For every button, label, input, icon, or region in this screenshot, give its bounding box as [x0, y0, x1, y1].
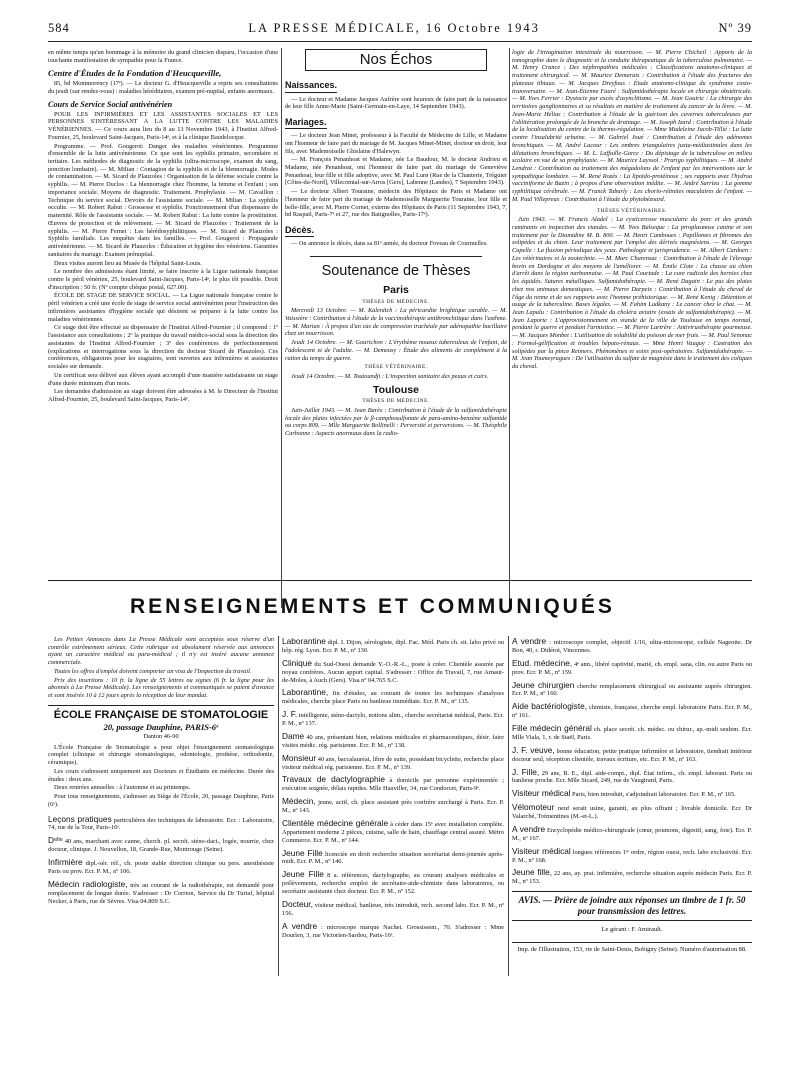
ads-column-middle: [282, 636, 504, 976]
classified-ad: Leçons pratiques particulières des techniques de laboratoire. Ecr. : Laboratoire, 74, rue de la Tour, Paris-16ᵉ.: [48, 813, 274, 832]
paragraph: Deux visites auront lieu au Musée de l'hôpital Saint-Louis.: [54, 259, 202, 267]
paragraph: logie de l'invagination intestinale du nourrisson. — M. Pierre Chicheil : Apports de la tomographie dans le diagnostic et la conduite thérapeutique de la tuberculose pulmonaire. — M. Henry Crance : Des néphropathies médicales : Classifications anatomo-cliniques et traitement chirurgical. — M. Maurice Demarais : Contribution à l'étude des fractures des plateaux tibiaux. — M. Jacques Dreyfous : Étude anatomo-clinique du syndrome costo-transversaire. — M. Jean-Étienne Fauré : Sulfamidothérapie locale en chirurgie obstétricale. — M. Yves Ferrier : Dystocie par excès d'asynclitisme. — M. Jean Gouiric : La chirurgie des territoires ganglionnaires et sa résultats en matière de traitement du cancer de la lèvre. — M. Jean-Marie Hélias : Contribution à l'étude de la guérison des cavernes tuberculeuses par l'oblitération prolongée de la bronche de drainage. — M. Joseph Izard : Contribution à l'étude de la localisation du centre de la thermo-régulation. — Mme Madeleine Jacob-Tillié : La lutte contre l'insalubrité urbaine. — M. Gabriel Joué : Contribution à l'étude des adénomes bronchiques. — M. André Lacour : Les ombres triangulaires juxta-médiastinales dans les dilatations bronchiques. — M. L. Laffaille-Gorce : Du dépistage de la tuberculose en milieu scolaire en vue de sa prophylaxie. — M. Maurice Layssol : Prurigo syphilitiques. — M. André Lendrat : Contribution au traitement des mégadolons de l'enfant par les interventions sur le sympathique lombaire. — M. René Rozès : La lipoïdo-protéinose ; ses rapports avec l'hydroa vacciniforme de Bazin ; à propos d'une observation inédite. — M. André Sarrieu : La gomme syphilitique cérébrale. — M. Franck Tabarly : Les chorio-rétinites maculaires de l'enfant. — M. Paul Villepreux : Contribution à l'étude du phytobézoard.: [512, 49, 752, 203]
section-heading: Cours de Service Social antivénérien: [48, 99, 173, 109]
paragraph: Deux rentrées annuelles : à l'automne et au printemps.: [54, 784, 191, 792]
paragraph: Jeudi 14 Octobre. — M. Toutoundji : L'inspection sanitaire des peaux et cuirs.: [291, 372, 489, 380]
paragraph: en même temps qu'un hommage à la mémoire du grand clinicien disparu, l'occasion d'une touchante manifestation de sympathie pour la France.: [48, 49, 278, 64]
paragraph: Mercredi 13 Octobre. — M. Kalenitch : La péricardite brightique curable. — M. Vaissière : Contribution à l'étude de la vaccinothérapie antibronchitique dans l'asthme. — M. Marian : À propos d'un cas de compression trachéale par adénopathie bacillaire chez un nourrisson.: [285, 307, 507, 338]
paragraph: Pour tous renseignements, s'adresser au Siège de l'École, 20, passage Dauphine, Paris (6ᵉ).: [48, 793, 274, 808]
column-middle: [285, 49, 507, 609]
ads-intro: Les Petites Annonces dans La Presse Médicale sont acceptées sous réserve d'un contrôle extrêmement sérieux. Cette rubrique est absolument réservée aux annonces ayant un caractère médical ou para-médical ; il n'y est inséré aucune annonce commerciale.: [48, 636, 274, 667]
classified-ad: Jeune Fille 8 a. références, dactylographe, au courant analyses médicales et prélèvements, recherche emploi de secrétaire-aide-chimiste dans laboratoires, ou secrétaire assistante chez docteur. Ecr. P. M., nº 152.: [282, 869, 504, 895]
classified-ad: Fille médecin général ch. place secrét. ch. médec. ou chirur., ap.-midi seulem. Ecr. Mlle Viala, 1, r. de Staël, Paris.: [512, 723, 752, 741]
theses-title: Soutenance de Thèses: [321, 262, 471, 279]
classified-ad: Etud. médecine, 4ᵉ ann., libéré captivité, marié, ch. empl. sana, clin. ou autre Paris ou prov. Ecr. P. M., nº 159.: [512, 657, 752, 676]
column-divider: [508, 636, 509, 976]
classified-ad: Jeune fille, 22 ans, ay. prat. infirmière, recherche situation auprès médecin Paris. Ecr. P. M., nº 153.: [512, 867, 752, 886]
paragraph: 85, bd Montmorency (17ᵉ). — Le docteur G. d'Heucqueville a repris ses consultations du jeudi (sur rendez-vous) : maladies héréditaires, examen pré-nuptial, enfants anormaux.: [48, 80, 278, 95]
paragraph: — Le docteur Albert Touraine, médecin des Hôpitaux de Paris et Madame ont l'honneur de faire part du mariage de Mademoiselle Marguerite Touraine, leur fille et belle-fille, avec M. Pierre Cornet, externe des Hôpitaux de Paris (11 Septembre 1943, 7, bd Raspail, Paris-7ᵉ et 27, rue des Batignolles, Paris-17ᵉ).: [285, 188, 507, 219]
births-heading: Naissances.: [285, 80, 337, 92]
paragraph: Les demandes d'admission au stage doivent être adressées à M. le Directeur de l'Institut Alfred-Fournier, 25, boulevard Saint-Jacques, Paris-14ᵉ.: [48, 388, 278, 404]
paragraph: — Le docteur Jean Minet, professeur à la Faculté de Médecine de Lille, et Madame ont l'honneur de faire part du mariage de M. Jacques Minet-Minet, docteur en droit, leur fils, avec Mademoiselle Ghislaine d'Halewyn.: [285, 132, 507, 155]
school-phone: Danton 46-90: [143, 732, 179, 740]
paragraph: Programme. — Prof. Gougerot: Danger des maladies vénériennes. Programme d'ensemble de la lutte antivénérienne. Ce que sont les syphilis primaire, secondaire et tertiaire. Les méthodes de diagnostic de la syphilis (ultra-microscope, examen du sang, ponction lombaire). — M. Milian : Contagion de la syphilis et de la blennorragie. Modes de contamination. — M. Sicard de Plauzoles : Organisation de la défense sociale contre la syphilis. — M. Pierre Duclos : La blennorragie chez l'homme, la femme et l'enfant ; son importance sociale. Moyens de diagnostic. Traitement. Prophylaxie. — M. Cavaillon : Technique du service social. Devoirs de l'assistante sociale. — M. Milian : La syphilis occulte. — M. Robert Rabut : Grossesse et syphilis. Fonctionnement d'un dispensaire de maternité. Rôle de l'assistante sociale. — M. Robert Rabut : La lutte contre la prostitution. Œuvres de protection et de relèvement. — M. Sicard de Plauzoles : Traitement de la syphilis. — M. Pierre Fernet : Les hérédosyphilitiques. — M. Sicard de Plauzoles : Syphilis familiale. Les enquêtes dans les familles. — Prof. Gougerot : Propagande antivénérienne. — M. Sicard de Plauzoles : Éducation et hygiène des vénériens. Garanties sanitaires du mariage. Examen prénuptial.: [48, 142, 278, 258]
paragraph: Les cours s'adressent uniquement aux Docteurs et Étudiants en médecine. Durée des études : deux ans.: [48, 767, 274, 783]
classified-ad: Travaux de dactylographie à domicile par personne expérimentée ; exécution soignée, délais rapides. Mlle Hauviller, 34, rue Condorcet, Paris-9ᵉ.: [282, 774, 504, 793]
ads-intro: Toutes les offres d'emploi doivent comporter un visa de l'Inspection du travail.: [54, 667, 252, 675]
paragraph: Le nombre des admissions étant limité, se faire inscrire à la Ligue nationale française contre le péril vénérien, 25, boulevard Saint-Jacques, Paris-14ᵉ, le plus tôt possible. Droit d'inscription : 50 fr. (Nº compte chèque postal, 627.00).: [48, 268, 278, 291]
ads-column-left: [48, 636, 274, 976]
paragraph: Ce stage doit être effectué au dispensaire de l'Institut Alfred-Fournier ; il comprend : 1º l'assistance aux consultations ; 2º la pratique du travail médico-social sous la direction des assistantes de l'Institut Alfred-Fournier ; 3º des conférences de perfectionnement (explications et interrogations sous la direction du docteur Sicard de Plauzoles). Ces conférences, obligatoires pour les stagiaires, sont ouvertes aux infirmières et assistantes sociales sur demande.: [48, 324, 278, 371]
column-left: [48, 49, 278, 609]
classified-ad: Infirmière dipl.-sér. réf., ch. poste stable direction clinique ou pers. anesthésiste Paris ou prov. Ecr. P. M., nº 106.: [48, 857, 274, 875]
classified-ad: J. F. intelligente, sténo-dactylo, notions alim., cherche secrétariat médical, Paris. Ecr. P. M., nº 137.: [282, 709, 504, 727]
classified-ad: A vendre Encyclopédie médico-chirurgicale (cœur, poumons, digestif, sang, foie). Ecr. P. M., nº 167.: [512, 823, 752, 842]
paragraph: — M. François Penanhoat et Madame, née Le Baudour, M. le docteur Andrieu et Madame, née Penanhoat, ont l'honneur de faire part du mariage de Geneviève Penanhoat, leur fille et fille adoptive, avec M. Paul Lurø (Rue de la Chanterie, Tréguier [Côtes-du-Nord], Villecomtal-sur-Arros [Gers], Labenne (Landes), 7 Septembre 1943).: [285, 156, 507, 187]
classified-ad: A vendre : microscope complet, objectif 1/16, ultra-microscope, cellule Nageotte. Dr Bon, 40, r. Didérot, Vincennes.: [512, 636, 752, 654]
classified-ad: A vendre : microscope marque Nachet. Grossissem., 70. S'adresser : Mme Dourlen, 3, rue Victorien-Sardou, Paris-16ᵉ.: [282, 920, 504, 939]
notice-box: AVIS. — Prière de joindre aux réponses un timbre de 1 fr. 50 pour transmission des lettres.: [512, 891, 752, 921]
classified-ad: Docteur, visiteur médical, banlieue, très introduit, rech. second labo. Ecr. P. M., nº 156.: [282, 898, 504, 917]
column-divider: [509, 48, 510, 608]
classified-ad: Clientèle médecine générale à céder dans 15ᵉ avec installation complète. Appartement moderne 2 pièces, cuisine, salle de bain, chauffage central assuré. Métro Commerce. Ecr. P. M., nº 144.: [282, 817, 504, 844]
issue-number: Nº 39: [718, 20, 752, 35]
page-header: [48, 16, 752, 42]
journal-title: LA PRESSE MÉDICALE, 16 Octobre 1943: [248, 20, 540, 35]
classified-ad: Laborantine dipl. I. Dijon, sérologiste, dipl. Fac. Méd. Paris ch. sit. labo privé ou hôp. rég. Lyon. Ecr. P. M., nº 130.: [282, 636, 504, 654]
city-heading: Paris: [383, 283, 409, 296]
classified-ad: J. Fille, 29 ans, B. E., dipl. aide-compt., dipl. État infirm., ch. empl. laborant. Paris ou banlieue proche. Ecr. Mlle Sicard, 249, rue de Vaugirard, Paris.: [512, 766, 752, 785]
classified-ad: Jeune Fille licenciée en droit recherche situation secrétariat demi-journée après-midi. Ecr. P. M., nº 146.: [282, 847, 504, 866]
subheading: THÈSES DE MÉDECINE.: [362, 298, 430, 305]
column-right: [512, 49, 752, 609]
paragraph: — Le docteur et Madame Jacques Aufrère sont heureux de faire part de la naissance de leur fille Anne-Marie (Saint-Germain-en-Laye, 14 Septembre 1943).: [285, 95, 507, 111]
manager-line: Le gérant : F. Amirault.: [601, 926, 663, 934]
echos-title: Nos Échos: [305, 49, 487, 71]
paragraph: POUR LES INFIRMIÈRES ET LES ASSISTANTES SOCIALES ET LES PERSONNES S'INTÉRESSANT A LA LUTTE CONTRE LES MALADIES VÉNÉRIENNES. — Ce cours aura lieu du 8 au 13 Novembre 1943, à l'Institut Alfred-Fournier, 25, boulevard Saint-Jacques, Paris-14ᵉ, et à la clinique Baudelocque.: [48, 110, 278, 141]
classified-ad: Clinique du Sud-Ouest demande Y.-O.-R.-L., poste à créer. Clientèle assurée par noyau confrères. Aucun apport capital. S'adresser : Office du Travail, 7, rue Arnaut-de-Moles, à Auch (Gers). Visa nº 04.765 S.C.: [282, 657, 504, 684]
paragraph: L'École Française de Stomatologie a pour objet l'enseignement stomatologique complet (clinique et chirurgie stomatologique, odontologie, prothèse, orthodontie, céramique).: [48, 743, 274, 767]
classified-ad: Aide bactériologiste, chimiste, française, cherche empl. laboratoire Paris. Ecr. P. M., nº 161.: [512, 701, 752, 720]
classified-ad: Dᵉˡˡᵉ 40 ans, marchant avec canne, cherch. pl. secrét. sténo-dact., logée, nourrie, chez docteur, clinique. J. Nouvellon, 18, Grande-Rue, Montrouge (Seine).: [48, 835, 274, 854]
section-rule: [48, 580, 752, 581]
classified-ad: Jeune chirurgien cherche remplacement chirurgical ou assistante auprès chirurgien. Ecr. P. M., nº 160.: [512, 679, 752, 698]
classified-ad: Vélomoteur neuf serait usine, garanti, au plus offrant ; livrable domicile. Ecr. Dr Valarché, Trémentines (M.-et-L.).: [512, 802, 752, 820]
classified-ad: Laborantine, fin d'études, au courant de toutes les techniques d'analyses médicales, cherche place Paris ou banlieue immédiate. Ecr. P. M., nº 135.: [282, 687, 504, 706]
page-number: 584: [48, 20, 70, 35]
paragraph: Un certificat sera délivré aux élèves ayant accompli d'une manière satisfaisante un stage d'une durée minimum d'un mois.: [48, 371, 278, 387]
column-divider: [278, 636, 279, 976]
marriages-heading: Mariages.: [285, 117, 327, 129]
classified-ad: Monsieur 40 ans, baccalauréat, libre de suite, possédant bicyclette, recherche place visiteur médical rég. parisienne. Ecr. P. M., nº 139.: [282, 752, 504, 771]
section-title: RENSEIGNEMENTS ET COMMUNIQUÉS: [130, 595, 615, 618]
subheading: THÈSES DE MÉDECINE.: [362, 398, 430, 405]
classified-ad: J. F. veuve, bonne éducation, petite pratique infirmière et laboratoire, tiendrait intérieur docteur seul, réception clientèle, travaux écriture, etc. Ecr. P. M., nº 163.: [512, 744, 752, 763]
classified-ad: Dame 40 ans, présentant bien, relations médicales et pharmaceutiques, désir. faire visites médic. rég. parisienne. Ecr. P. M., nº 138.: [282, 730, 504, 749]
printer-imprint: Imp. de l'Illustration, 153, rte de Saint-Denis, Bobigny (Seine). Numéro d'autorisation 88.: [512, 942, 752, 954]
school-address: 20, passage Dauphine, PARIS-6ᵉ: [103, 722, 219, 733]
subheading: THÈSES VÉTÉRINAIRES.: [597, 207, 667, 214]
divider: [310, 256, 482, 257]
paragraph: — On annonce le décès, dans sa 81ᵉ année, du docteur Foveau de Courmelles.: [291, 240, 488, 248]
deaths-heading: Décès.: [285, 225, 314, 237]
ads-intro: Prix des insertions : 10 fr. la ligne de 55 lettres ou signes (6 fr. la ligne pour les abonnés à La Presse Médicale). Les renseignements et communiqués se paient d'avance et sont insérés 10 à 12 jours après la réception de leur mandat.: [48, 676, 274, 700]
column-divider: [281, 48, 282, 608]
school-name: ÉCOLE FRANÇAISE DE STOMATOLOGIE: [48, 705, 274, 723]
paragraph: ÉCOLE DE STAGE DE SERVICE SOCIAL. — La Ligue nationale française contre le péril vénérien a créé une école de stage de service social antivénérien pour l'instruction des infirmières assistantes d'hygiène sociale qui désirent se préparer à la lutte contre les maladies vénériennes.: [48, 292, 278, 323]
paragraph: Juin-Juillet 1943. — M. Jean Barès : Contribution à l'étude de la sulfamidothérapie locale des plaies infectées par le β-camphosulfonate de para-amino-benzène sulfamide ou corps 809. — Mlle Marguerite Bollinelli : Perversité et perversions. — M. Théophile Carbonne : Aspects anormaux dans la radio-: [285, 406, 507, 438]
paragraph: Juin 1943. — M. Francis Aladel : La cysticercose musculaire du porc et des grands ruminants en inspection des viandes. — M. Yves Balseque : La piroplasmose canine et son traitement par la Diamidine M. B. 800. — M. Henri Camboues : Papillomes et fibromes des solipèdes et du chien. Leur traitement par l'emploi des dérivés magnésiens. — M. Georges Capelle : La fluxion périodique des yeux. Pathologie et jurisprudence. — M. Albert Cardoen : Les vétérinaires et la zootechnie. — M. Marc Charensac : Contribution à l'étude de l'élevage bovin en Dordogne et des moyens de l'améliorer. — M. Émile Clote : La chasse au chien d'arrêt dans la région narbonnaise. — M. Paul Courtade : La cure radicale des hernies chez les équidés. Sutures métalliques. Sulfamidothérapie. — M. René Dagain : Le pus des plaies chez nos animaux domestiques. — M. Pierre Darpeix : Contribution à l'étude du cheval de l'âge du renne et de ses rapports avec l'homme préhistorique. — M. René Kenig : Détention et usage de la tuberculine. Bases légales. — M. Fahim Ladkany : Le cancer chez le chat. — M. Jean Lapalu : Contribution à l'étude du choléra aviaire (essais de sulfamidothérapie). — M. Jean Laporte : L'approvisionnement en viande de la ville de Toulouse en temps normal, pendant la guerre et pendant l'armistice. — M. Pierre Lartrère : Antivirusthérapie gourmeuse. — M. Jacques Monbet : L'utilisation de solubilité du poisson de mer frais. — M. Paul Senonac : Formol-gélification et troubles hépato-rénaux. — Mme Henri Vauguy : Castration des solipèdes par la pince Reimers. Phénomènes et soins post-opératoires. Sulfamidothérapie. — M. Jean Toumeyragues : De l'utilisation du sulfate de magnésie dans le traitement des coliques du cheval.: [512, 216, 752, 371]
city-heading: Toulouse: [373, 383, 419, 396]
paragraph: Jeudi 14 Octobre. — M. Gourichon : L'érythème noueux tuberculeux de l'enfant, de l'adolescent et de l'adulte. — M. Demeusy : Étude des aliments de complément à la ration du temps de guerre.: [285, 339, 507, 362]
section-heading: Centre d'Études de la Fondation d'Heucqueville,: [48, 68, 222, 79]
subheading: THÈSE VÉTÉRINAIRE.: [364, 364, 428, 371]
classified-ad: Visiteur médical longues références 1ᵉʳ ordre, région ouest, rech. labo exclusivité. Ecr. P. M., nº 168.: [512, 845, 752, 864]
classified-ad: Médecin radiologiste, très au courant de la radiothérapie, est demandé pour remplacement de longue durée. S'adresser : Dr Corrion, Service du Dr Turiaf, hôpital Necker, à Paris, rue de Sèvres. Visa 04.809 S.C.: [48, 878, 274, 905]
ads-column-right: [512, 636, 752, 976]
classified-ad: Visiteur médical Paris, bien introduit, s'adjoindrait laboratoire. Ecr. P. M., nº 165.: [512, 788, 736, 799]
classified-ad: Médecin, jeune, actif, ch. place assistant près confrère surchargé à Paris. Ecr. P. M., nº 143.: [282, 796, 504, 814]
